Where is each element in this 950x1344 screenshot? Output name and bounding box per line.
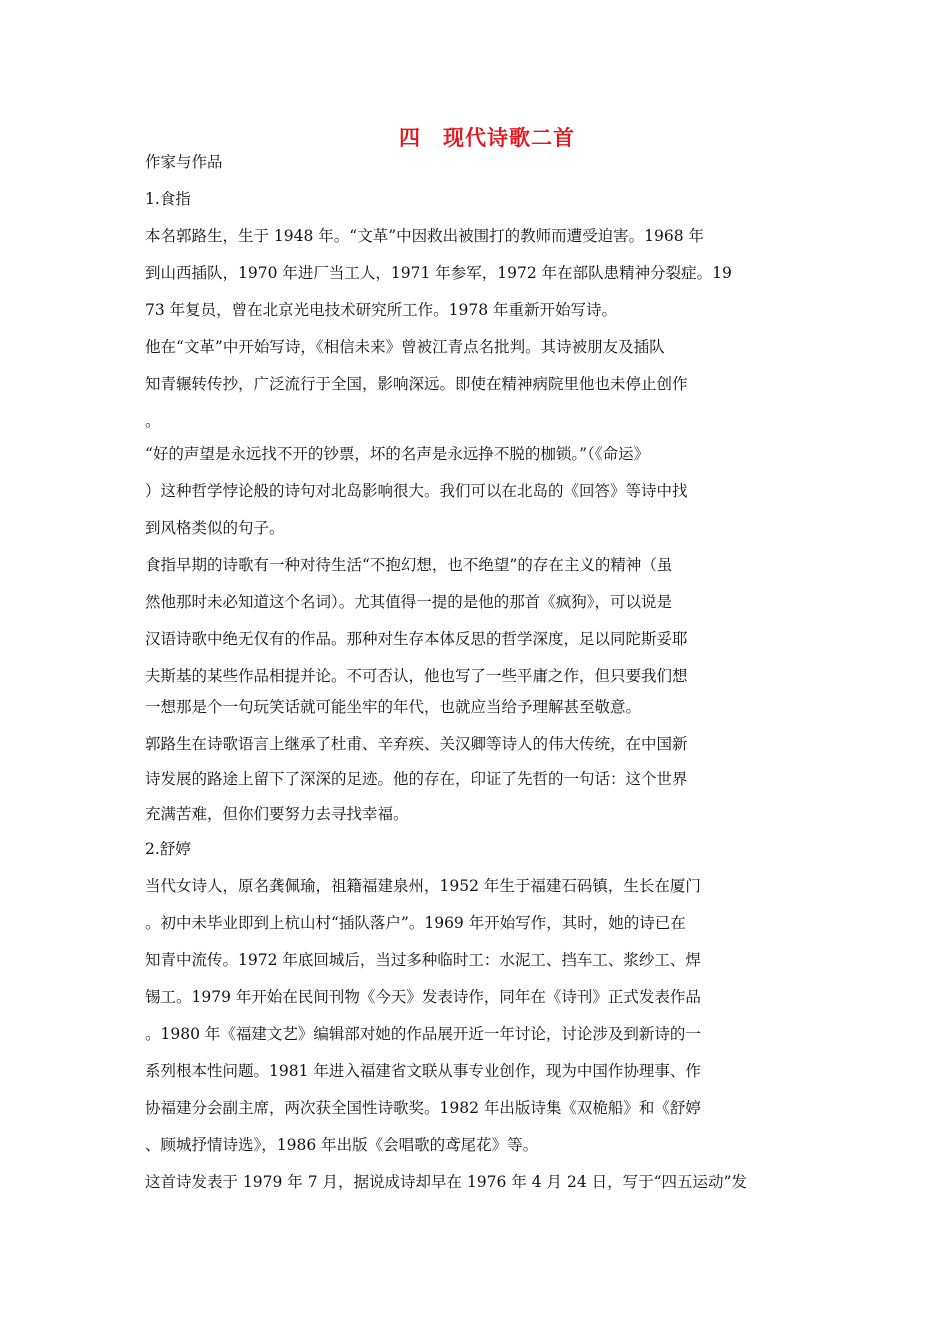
section-heading: 作家与作品 <box>145 153 223 171</box>
text-line: 系列根本性问题。1981 年进入福建省文联从事专业创作，现为中国作协理事、作 <box>145 1062 701 1080</box>
text-line: 食指早期的诗歌有一种对待生活“不抱幻想，也不绝望”的存在主义的精神（虽 <box>145 556 673 574</box>
text-line: 73 年复员，曾在北京光电技术研究所工作。1978 年重新开始写诗。 <box>145 301 618 319</box>
text-line: 夫斯基的某些作品相提并论。不可否认，他也写了一些平庸之作，但只要我们想 <box>145 667 688 685</box>
subsection-heading: 1.食指 <box>145 190 191 208</box>
text-line: 郭路生在诗歌语言上继承了杜甫、辛弃疾、关汉卿等诗人的伟大传统，在中国新 <box>145 735 688 753</box>
text-line: 诗发展的路途上留下了深深的足迹。他的存在，印证了先哲的一句话：这个世界 <box>145 770 688 788</box>
text-line: 。初中未毕业即到上杭山村“插队落户”。1969 年开始写作，其时，她的诗已在 <box>145 914 686 932</box>
text-line: 协福建分会副主席，两次获全国性诗歌奖。1982 年出版诗集《双桅船》和《舒婷 <box>145 1099 701 1117</box>
document-title: 四 现代诗歌二首 <box>399 125 575 150</box>
text-line: 充满苦难，但你们要努力去寻找幸福。 <box>145 805 409 823</box>
text-line: 当代女诗人，原名龚佩瑜，祖籍福建泉州，1952 年生于福建石码镇，生长在厦门 <box>145 877 701 895</box>
text-line: 汉语诗歌中绝无仅有的作品。那种对生存本体反思的哲学深度，足以同陀斯妥耶 <box>145 630 688 648</box>
text-line: 到山西插队，1970 年进厂当工人，1971 年参军，1972 年在部队患精神分裂症。19 <box>145 264 732 282</box>
text-line: 。 <box>145 412 161 430</box>
text-line: 锡工。1979 年开始在民间刊物《今天》发表诗作，同年在《诗刊》正式发表作品 <box>145 988 701 1006</box>
text-line: “好的声望是永远找不开的钞票，坏的名声是永远挣不脱的枷锁。”（《命运》 <box>145 445 650 463</box>
text-line: 这首诗发表于 1979 年 7 月，据说成诗却早在 1976 年 4 月 24 日，写于“四五运动”发 <box>145 1173 747 1191</box>
text-line: ）这种哲学悖论般的诗句对北岛影响很大。我们可以在北岛的《回答》等诗中找 <box>145 482 688 500</box>
text-line: 然他那时未必知道这个名词）。尤其值得一提的是他的那首《疯狗》，可以说是 <box>145 593 673 611</box>
subsection-heading: 2.舒婷 <box>145 840 191 858</box>
text-line: 他在“文革”中开始写诗，《相信未来》曾被江青点名批判。其诗被朋友及插队 <box>145 338 665 356</box>
text-line: 知青辗转传抄，广泛流行于全国，影响深远。即使在精神病院里他也未停止创作 <box>145 375 688 393</box>
text-line: 、顾城抒情诗选》，1986 年出版《会唱歌的鸢尾花》等。 <box>145 1136 539 1154</box>
text-line: 到风格类似的句子。 <box>145 519 285 537</box>
text-line: 知青中流传。1972 年底回城后，当过多种临时工：水泥工、挡车工、浆纱工、焊 <box>145 951 701 969</box>
text-line: 本名郭路生，生于 1948 年。“文革”中因救出被围打的教师而遭受迫害。1968 年 <box>145 227 705 245</box>
text-line: 一想那是个一句玩笑话就可能坐牢的年代，也就应当给予理解甚至敬意。 <box>145 698 642 716</box>
text-line: 。1980 年《福建文艺》编辑部对她的作品展开近一年讨论，讨论涉及到新诗的一 <box>145 1025 701 1043</box>
